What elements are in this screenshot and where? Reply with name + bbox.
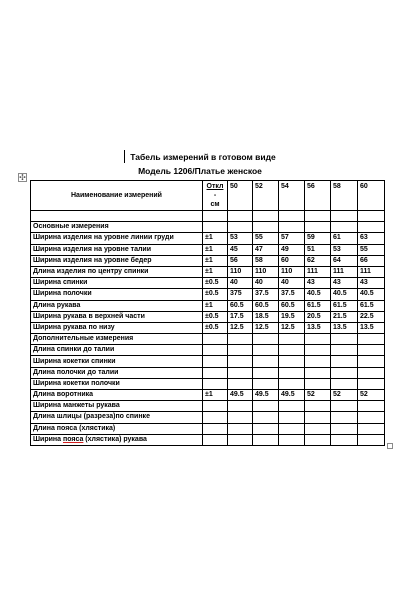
tolerance-cell — [203, 367, 228, 378]
size-value-cell: 110 — [253, 266, 279, 277]
table-row — [31, 233, 385, 244]
size-value-cell — [358, 356, 385, 367]
size-value-cell: 13.5 — [358, 322, 385, 333]
size-value-cell: 49.5 — [253, 390, 279, 401]
table-row — [31, 322, 385, 333]
size-value-cell — [253, 356, 279, 367]
document-subtitle: Модель 1206/Платье женское — [138, 166, 262, 176]
size-value-cell — [253, 222, 279, 233]
size-value-cell — [358, 334, 385, 345]
size-value-cell: 111 — [358, 266, 385, 277]
size-value-cell: 19.5 — [279, 311, 305, 322]
size-value-cell: 12.5 — [228, 322, 253, 333]
size-value-cell — [358, 423, 385, 434]
size-value-cell: 61.5 — [305, 300, 331, 311]
measurement-name: Ширина кокетки полочки — [31, 378, 203, 389]
size-value-cell — [305, 401, 331, 412]
size-value-cell — [279, 378, 305, 389]
tolerance-cell — [203, 423, 228, 434]
size-value-cell — [305, 345, 331, 356]
table-row — [31, 356, 385, 367]
size-value-cell — [228, 423, 253, 434]
size-value-cell: 61.5 — [331, 300, 358, 311]
size-value-cell — [253, 412, 279, 423]
size-value-cell: 53 — [331, 244, 358, 255]
tolerance-cell — [203, 345, 228, 356]
header-size-50: 50 — [228, 181, 253, 211]
table-row — [31, 434, 385, 445]
size-value-cell: 375 — [228, 289, 253, 300]
size-value-cell — [358, 211, 385, 222]
size-value-cell: 49 — [279, 244, 305, 255]
measurement-name: Длина спинки до талии — [31, 345, 203, 356]
tolerance-cell — [203, 356, 228, 367]
size-value-cell: 57 — [279, 233, 305, 244]
size-value-cell — [358, 434, 385, 445]
size-value-cell: 13.5 — [331, 322, 358, 333]
size-value-cell — [279, 345, 305, 356]
size-value-cell — [253, 401, 279, 412]
measurement-name: Ширина рукава в верхней части — [31, 311, 203, 322]
tolerance-cell: ±1 — [203, 244, 228, 255]
size-value-cell: 40.5 — [331, 289, 358, 300]
header-name: Наименование измерений — [31, 181, 203, 211]
size-value-cell — [253, 378, 279, 389]
tolerance-cell — [203, 401, 228, 412]
size-value-cell — [279, 423, 305, 434]
size-value-cell — [279, 211, 305, 222]
measurement-name — [31, 211, 203, 222]
size-value-cell — [228, 345, 253, 356]
table-row — [31, 378, 385, 389]
size-value-cell — [305, 211, 331, 222]
size-value-cell — [228, 434, 253, 445]
size-value-cell — [305, 423, 331, 434]
size-value-cell — [331, 345, 358, 356]
size-value-cell: 61 — [331, 233, 358, 244]
tolerance-cell: ±1 — [203, 255, 228, 266]
measurement-name: Основные измерения — [31, 222, 203, 233]
size-value-cell: 37.5 — [279, 289, 305, 300]
table-row — [31, 390, 385, 401]
measurement-name: Длина воротника — [31, 390, 203, 401]
size-value-cell — [279, 334, 305, 345]
table-row — [31, 345, 385, 356]
table-row — [31, 289, 385, 300]
size-value-cell: 63 — [358, 233, 385, 244]
size-value-cell: 52 — [305, 390, 331, 401]
size-value-cell: 40.5 — [305, 289, 331, 300]
size-value-cell: 60.5 — [279, 300, 305, 311]
size-value-cell: 40.5 — [358, 289, 385, 300]
header-size-56: 56 — [305, 181, 331, 211]
table-row — [31, 412, 385, 423]
size-value-cell — [305, 334, 331, 345]
size-value-cell — [228, 378, 253, 389]
size-value-cell: 13.5 — [305, 322, 331, 333]
size-value-cell — [331, 334, 358, 345]
table-row — [31, 211, 385, 222]
size-value-cell — [279, 356, 305, 367]
size-value-cell — [228, 211, 253, 222]
tolerance-cell — [203, 378, 228, 389]
tolerance-cell — [203, 222, 228, 233]
size-value-cell: 49.5 — [228, 390, 253, 401]
size-value-cell — [253, 423, 279, 434]
size-value-cell — [358, 401, 385, 412]
size-value-cell: 53 — [228, 233, 253, 244]
measurement-name: Ширина пояса (хлястика) рукава — [31, 434, 203, 445]
table-row — [31, 367, 385, 378]
measurement-name: Ширина кокетки спинки — [31, 356, 203, 367]
size-value-cell: 66 — [358, 255, 385, 266]
size-value-cell — [305, 356, 331, 367]
measurement-name: Ширина изделия на уровне линии груди — [31, 233, 203, 244]
tolerance-cell — [203, 334, 228, 345]
size-value-cell — [253, 367, 279, 378]
table-move-handle-icon[interactable]: ✣ — [19, 172, 26, 182]
table-row — [31, 300, 385, 311]
size-value-cell — [279, 434, 305, 445]
header-size-58: 58 — [331, 181, 358, 211]
header-tolerance-unit: см — [210, 201, 220, 208]
size-value-cell — [305, 222, 331, 233]
tolerance-cell — [203, 434, 228, 445]
size-value-cell: 55 — [358, 244, 385, 255]
size-value-cell: 20.5 — [305, 311, 331, 322]
header-size-52: 52 — [253, 181, 279, 211]
measurement-name: Ширина полочки — [31, 289, 203, 300]
size-value-cell — [331, 356, 358, 367]
size-value-cell — [279, 367, 305, 378]
size-value-cell — [331, 401, 358, 412]
header-tolerance-abbr: Откл — [206, 183, 224, 190]
size-value-cell — [358, 222, 385, 233]
size-value-cell — [331, 367, 358, 378]
size-value-cell — [228, 367, 253, 378]
tolerance-cell: ±0.5 — [203, 278, 228, 289]
table-header-row — [31, 181, 385, 211]
size-value-cell: 60.5 — [228, 300, 253, 311]
size-value-cell: 62 — [305, 255, 331, 266]
size-value-cell: 110 — [228, 266, 253, 277]
table-row — [31, 222, 385, 233]
table-resize-handle-icon[interactable] — [387, 443, 393, 449]
table-row — [31, 255, 385, 266]
size-value-cell: 22.5 — [358, 311, 385, 322]
measurement-name: Длина рукава — [31, 300, 203, 311]
tolerance-cell: ±1 — [203, 233, 228, 244]
size-value-cell: 45 — [228, 244, 253, 255]
size-value-cell — [228, 334, 253, 345]
size-value-cell: 60.5 — [253, 300, 279, 311]
measurement-name: Ширина изделия на уровне бедер — [31, 255, 203, 266]
table-row — [31, 244, 385, 255]
size-value-cell: 110 — [279, 266, 305, 277]
size-value-cell: 40 — [228, 278, 253, 289]
size-value-cell — [331, 412, 358, 423]
size-value-cell: 111 — [305, 266, 331, 277]
size-value-cell: 43 — [331, 278, 358, 289]
size-value-cell — [305, 378, 331, 389]
size-value-cell — [279, 222, 305, 233]
document-title: Табель измерений в готовом виде — [130, 152, 276, 162]
measurement-name: Дополнительные измерения — [31, 334, 203, 345]
tolerance-cell — [203, 211, 228, 222]
measurement-name: Ширина рукава по низу — [31, 322, 203, 333]
size-value-cell: 55 — [253, 233, 279, 244]
size-value-cell — [331, 211, 358, 222]
size-value-cell: 43 — [358, 278, 385, 289]
tolerance-cell: ±1 — [203, 300, 228, 311]
size-value-cell — [358, 378, 385, 389]
measurement-name: Ширина спинки — [31, 278, 203, 289]
table-row — [31, 334, 385, 345]
size-value-cell: 58 — [253, 255, 279, 266]
tolerance-cell: ±0.5 — [203, 289, 228, 300]
size-value-cell: 21.5 — [331, 311, 358, 322]
measurement-table — [30, 180, 385, 446]
size-value-cell: 18.5 — [253, 311, 279, 322]
size-value-cell: 12.5 — [279, 322, 305, 333]
size-value-cell: 49.5 — [279, 390, 305, 401]
size-value-cell — [331, 222, 358, 233]
size-value-cell — [253, 345, 279, 356]
table-row — [31, 311, 385, 322]
size-value-cell: 52 — [358, 390, 385, 401]
size-value-cell — [305, 412, 331, 423]
size-value-cell — [228, 401, 253, 412]
size-value-cell: 47 — [253, 244, 279, 255]
size-value-cell — [253, 434, 279, 445]
measurement-name: Длина пояса (хлястика) — [31, 423, 203, 434]
size-value-cell — [253, 211, 279, 222]
size-value-cell — [305, 434, 331, 445]
size-value-cell: 12.5 — [253, 322, 279, 333]
size-value-cell: 17.5 — [228, 311, 253, 322]
table-row — [31, 401, 385, 412]
size-value-cell: 60 — [279, 255, 305, 266]
size-value-cell: 43 — [305, 278, 331, 289]
size-value-cell: 37.5 — [253, 289, 279, 300]
measurement-name: Длина шлицы (разреза)по спинке — [31, 412, 203, 423]
header-size-54: 54 — [279, 181, 305, 211]
size-value-cell: 59 — [305, 233, 331, 244]
size-value-cell: 40 — [253, 278, 279, 289]
size-value-cell — [228, 412, 253, 423]
size-value-cell — [331, 423, 358, 434]
size-value-cell — [358, 345, 385, 356]
header-size-60: 60 — [358, 181, 385, 211]
size-value-cell — [358, 412, 385, 423]
size-value-cell: 64 — [331, 255, 358, 266]
size-value-cell — [358, 367, 385, 378]
tolerance-cell: ±0.5 — [203, 322, 228, 333]
tolerance-cell: ±1 — [203, 390, 228, 401]
table-row — [31, 266, 385, 277]
measurement-name: Длина изделия по центру спинки — [31, 266, 203, 277]
size-value-cell: 61.5 — [358, 300, 385, 311]
size-value-cell — [228, 356, 253, 367]
size-value-cell: 51 — [305, 244, 331, 255]
measurement-name: Ширина манжеты рукава — [31, 401, 203, 412]
size-value-cell — [279, 401, 305, 412]
table-row — [31, 278, 385, 289]
header-tolerance-dash: - — [213, 192, 217, 199]
size-value-cell — [253, 334, 279, 345]
size-value-cell: 111 — [331, 266, 358, 277]
header-tolerance — [203, 181, 228, 211]
size-value-cell: 40 — [279, 278, 305, 289]
tolerance-cell: ±1 — [203, 266, 228, 277]
measurement-name: Ширина изделия на уровне талии — [31, 244, 203, 255]
size-value-cell — [228, 222, 253, 233]
tolerance-cell — [203, 412, 228, 423]
size-value-cell — [279, 412, 305, 423]
size-value-cell — [305, 367, 331, 378]
measurement-name: Длина полочки до талии — [31, 367, 203, 378]
size-value-cell: 52 — [331, 390, 358, 401]
tolerance-cell: ±0.5 — [203, 311, 228, 322]
size-value-cell — [331, 434, 358, 445]
table-row — [31, 423, 385, 434]
table-body — [31, 211, 385, 446]
size-value-cell — [331, 378, 358, 389]
size-value-cell: 56 — [228, 255, 253, 266]
